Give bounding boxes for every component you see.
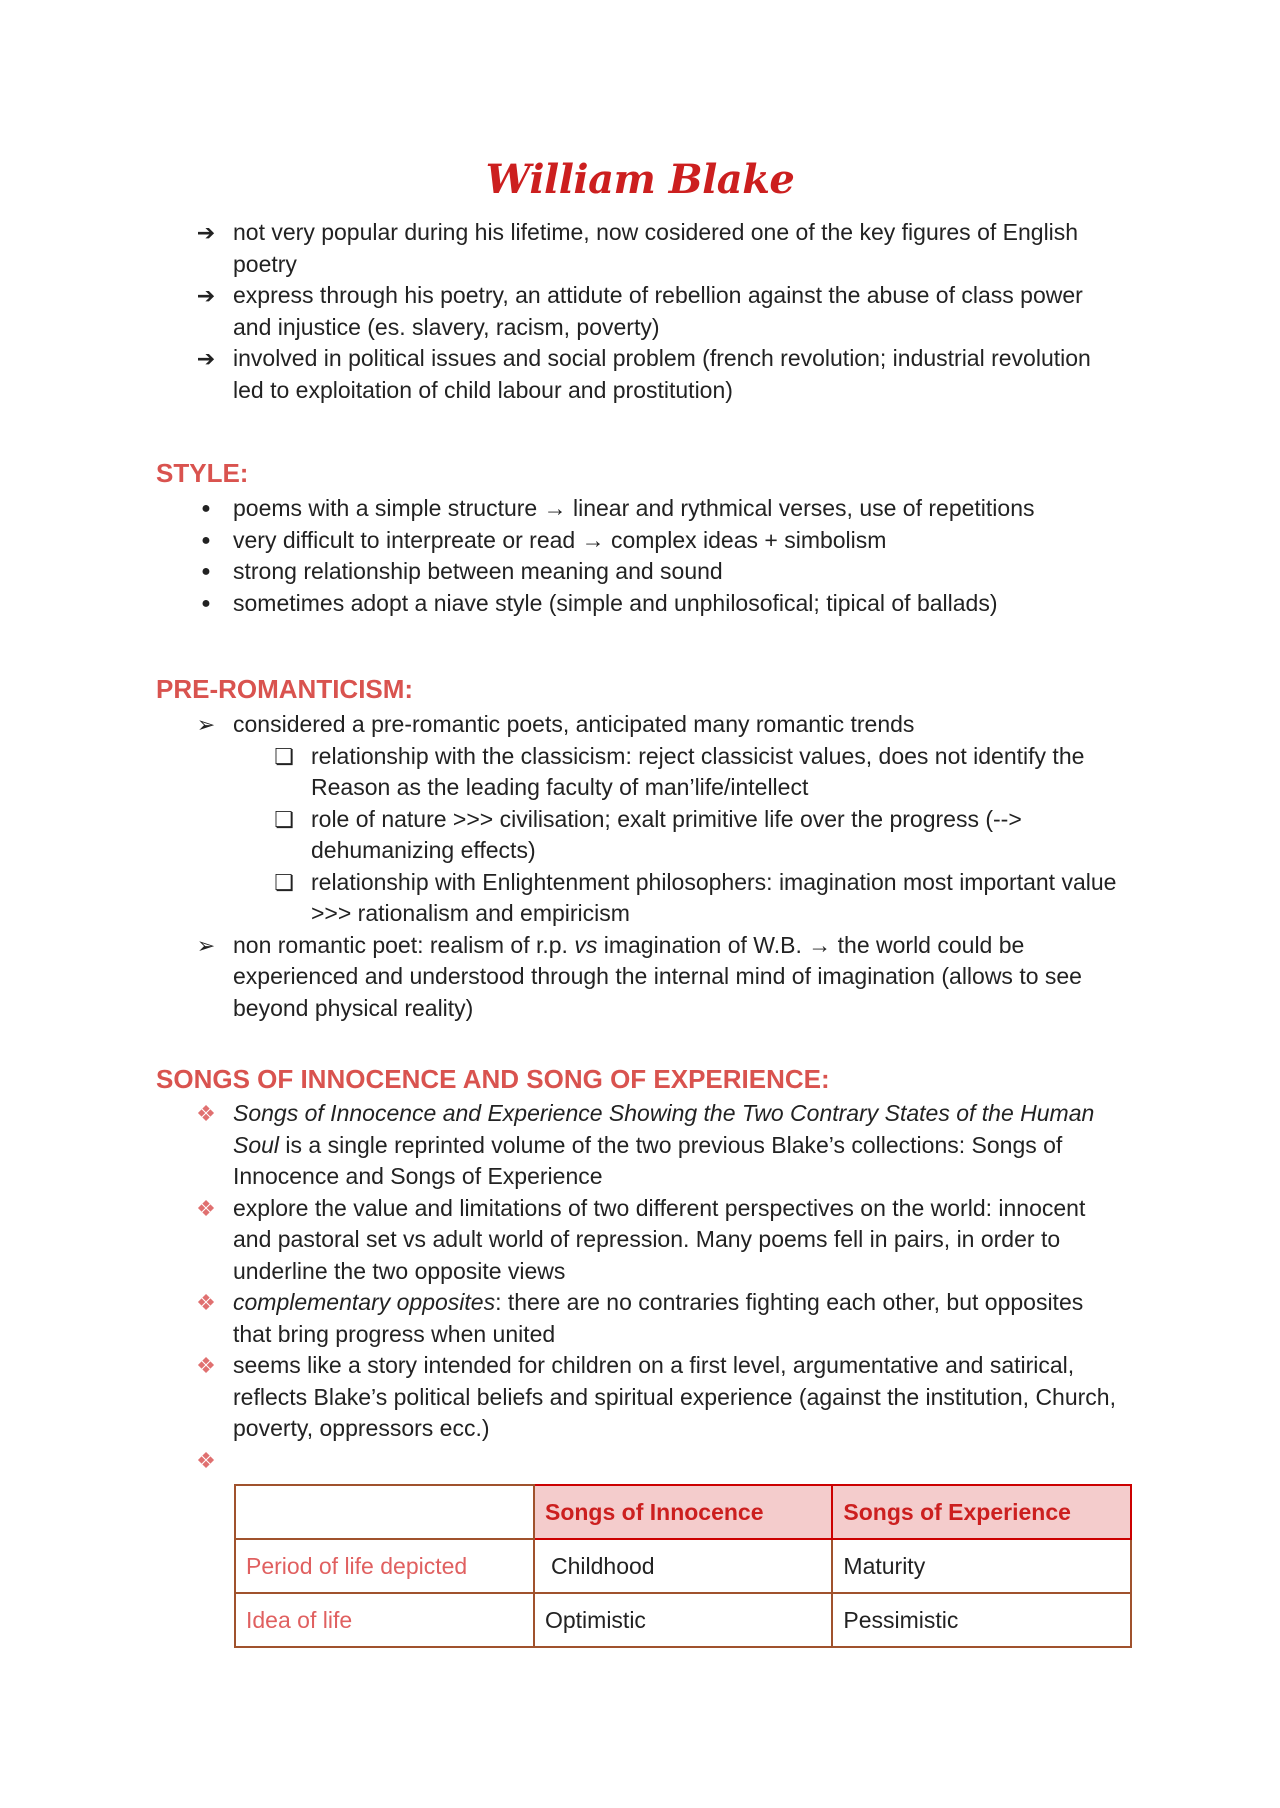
dot-bullet-icon: ● xyxy=(201,500,211,517)
checkbox-bullet-icon: ❏ xyxy=(274,743,294,769)
sub-list-item xyxy=(0,741,1123,804)
diamond-bullet-icon: ❖ xyxy=(196,1101,216,1126)
sub-list-item xyxy=(0,867,1123,930)
list-item-text: considered a pre-romantic poets, anticipated many romantic trends xyxy=(233,711,915,737)
songs-list xyxy=(0,1098,1280,1476)
table-cell: Optimistic xyxy=(534,1593,832,1647)
page-title: William Blake xyxy=(485,156,795,203)
arrow-bullet-icon: ➔ xyxy=(196,283,216,308)
style-list xyxy=(0,493,1280,619)
list-item-text-italic: vs xyxy=(574,931,598,958)
list-item xyxy=(0,1098,1123,1193)
list-item xyxy=(0,930,1123,1025)
list-item-text-italic: complementary opposites xyxy=(233,1289,496,1315)
list-item xyxy=(0,1350,1123,1445)
list-item xyxy=(0,709,1123,741)
pre-romanticism-list xyxy=(0,709,1280,1024)
table-row-label: Idea of life xyxy=(235,1593,534,1647)
list-item xyxy=(0,280,1123,343)
diamond-bullet-icon: ❖ xyxy=(196,1447,216,1473)
section-heading-songs: SONGS OF INNOCENCE AND SONG OF EXPERIENCE: xyxy=(156,1064,830,1094)
list-item xyxy=(0,1193,1123,1288)
table-row xyxy=(235,1539,1131,1593)
list-item-text: relationship with Enlightenment philosophers: imagination most important value >>> rationalism and empiricism xyxy=(311,868,1117,926)
list-item-text: sometimes adopt a niave style (simple and unphilosofical; tipical of ballads) xyxy=(233,589,998,616)
list-item-empty xyxy=(0,1445,1123,1477)
table-header-row xyxy=(235,1485,1131,1539)
list-item xyxy=(0,217,1123,280)
list-item-text: involved in political issues and social problem (french revolution; industrial revolution led to exploitation of child labour and prostitution) xyxy=(233,345,1091,403)
section-heading-style: STYLE: xyxy=(156,458,249,488)
table-header-cell: Songs of Innocence xyxy=(534,1485,832,1539)
list-item-text: express through his poetry, an attidute of rebellion against the abuse of class power and injustice (es. slavery, racism, poverty) xyxy=(233,282,1083,340)
table-cell: Pessimistic xyxy=(832,1593,1131,1647)
table-cell: Maturity xyxy=(832,1539,1131,1593)
list-item-text: not very popular during his lifetime, now cosidered one of the key figures of English poetry xyxy=(233,219,1079,277)
list-item xyxy=(0,1287,1123,1350)
diamond-bullet-icon: ❖ xyxy=(196,1353,216,1378)
list-item xyxy=(0,588,1123,620)
list-item-text: seems like a story intended for children on a first level, argumentative and satirical, reflects Blake’s political beliefs and spiritual experience (against the institution, Church, poverty, oppressors ecc.) xyxy=(233,1352,1116,1441)
arrowhead-bullet-icon: ➢ xyxy=(196,932,216,958)
list-item-text-part: is a single reprinted volume of the two previous Blake’s collections: Songs of Innocence and Songs of Experience xyxy=(233,1131,1063,1189)
list-item-text-part: imagination of W.B. → the world could be experienced and understood through the internal mind of imagination (allows to see beyond physical reality) xyxy=(233,931,1082,1021)
comparison-table xyxy=(234,1484,1132,1648)
diamond-bullet-icon: ❖ xyxy=(196,1290,216,1315)
dot-bullet-icon: ● xyxy=(201,594,211,612)
list-item-text: strong relationship between meaning and sound xyxy=(233,558,723,584)
arrow-bullet-icon: ➔ xyxy=(196,346,216,371)
dot-bullet-icon: ● xyxy=(201,563,211,580)
table-header-cell: Songs of Experience xyxy=(832,1485,1131,1539)
list-item-text: role of nature >>> civilisation; exalt primitive life over the progress (--> dehumanizing effects) xyxy=(311,805,1022,863)
list-item-text-part: : there are no contraries fighting each other, but opposites that bring progress when united xyxy=(233,1289,1084,1347)
list-item-text: relationship with the classicism: reject classicist values, does not identify the Reason as the leading faculty of man’life/intellect xyxy=(311,742,1085,800)
list-item xyxy=(0,493,1123,525)
list-item-text: poems with a simple structure → linear and rythmical verses, use of repetitions xyxy=(233,495,1035,521)
list-item xyxy=(0,556,1123,588)
table-row xyxy=(235,1593,1131,1647)
table-row-label: Period of life depicted xyxy=(235,1539,534,1593)
arrow-bullet-icon: ➔ xyxy=(196,220,216,245)
checkbox-bullet-icon: ❏ xyxy=(274,869,294,895)
list-item-text-part: non romantic poet: realism of r.p. xyxy=(233,931,575,958)
dot-bullet-icon: ● xyxy=(201,531,211,549)
list-item-text: explore the value and limitations of two different perspectives on the world: innocent and pastoral set vs adult world of repression. Many poems fell in pairs, in order to underline the two opposite views xyxy=(233,1194,1086,1284)
arrowhead-bullet-icon: ➢ xyxy=(196,712,216,737)
diamond-bullet-icon: ❖ xyxy=(196,1195,216,1221)
list-item-text-italic: Songs of Innocence and Experience Showing the Two Contrary States of the Human Soul xyxy=(233,1100,1095,1158)
table-header-cell xyxy=(235,1485,534,1539)
list-item xyxy=(0,525,1123,557)
sub-list-item xyxy=(0,804,1123,867)
list-item-text: very difficult to interpreate or read → complex ideas + simbolism xyxy=(233,526,887,553)
checkbox-bullet-icon: ❏ xyxy=(274,806,294,832)
intro-list xyxy=(0,217,1280,406)
section-heading-pre-romanticism: PRE-ROMANTICISM: xyxy=(156,674,414,704)
list-item xyxy=(0,343,1123,406)
table-cell: Childhood xyxy=(534,1539,832,1593)
